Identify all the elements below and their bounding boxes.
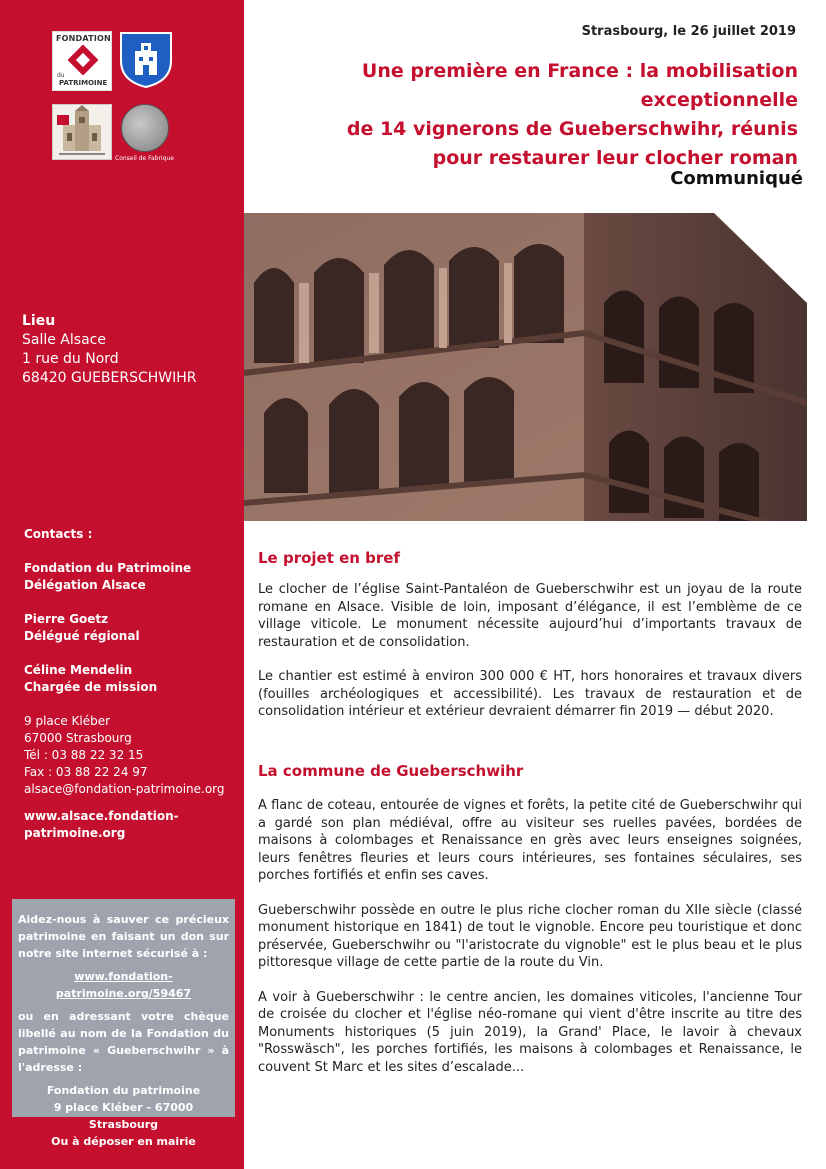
contact-email-link[interactable]: alsace@fondation-patrimoine.org: [24, 782, 225, 796]
logo-diamond-icon: [68, 45, 98, 75]
contacts-block: [24, 526, 234, 842]
donation-text: Aidez-nous à sauver ce précieux patrimoine en faisant un don sur notre site internet sécurisé à :: [18, 913, 229, 960]
gueberschwihr-coat-of-arms: [119, 31, 173, 89]
donation-box: [12, 899, 235, 1148]
title-line: Une première en France : la mobilisation exceptionnelle: [361, 60, 798, 111]
donation-cheque-text: ou en adressant votre chèque libellé au nom de la Fondation du patrimoine « Gueberschwihr » à l'adresse :: [18, 1010, 229, 1074]
contact-phone: Tél : 03 88 22 32 15: [24, 748, 144, 762]
fondation-patrimoine-logo: [52, 31, 112, 91]
paragraph: A flanc de coteau, entourée de vignes et forêts, la petite cité de Gueberschwihr qui a gardé son plan médiéval, offre au visiteur ses ruelles pavées, bordées de maisons à colombages et Renaissance en grès avec leurs enseignes soignées, leurs fenêtres fleuries et leurs cours intérieures, ses fontaines séculaires, ses porches fortifiés et enfin ses caves.: [258, 798, 802, 883]
contact-address: 67000 Strasbourg: [24, 731, 132, 745]
page-title: [238, 57, 798, 173]
donation-link[interactable]: www.fondation-patrimoine.org/59467: [55, 970, 192, 1000]
contacts-heading: Contacts :: [24, 527, 93, 541]
logo-text-fondation: FONDATION: [56, 34, 111, 43]
venue-line: Salle Alsace: [22, 332, 106, 348]
contact-fax: Fax : 03 88 22 24 97: [24, 765, 148, 779]
donation-address: Ou à déposer en mairie: [51, 1135, 196, 1148]
donation-address: 9 place Kléber - 67000 Strasbourg: [53, 1101, 194, 1131]
contact-website-link-cont[interactable]: patrimoine.org: [24, 826, 126, 840]
sidebar: [0, 0, 244, 1169]
romanesque-bell-tower-photo: [244, 213, 807, 521]
title-line: pour restaurer leur clocher roman: [432, 147, 798, 169]
paragraph: Le clocher de l’église Saint-Pantaléon de Gueberschwihr est un joyau de la route romane en Alsace. Visible de loin, imposant d’élégance, il est l’emblème de ce village viticole. Le monument nécessite aujourd’hui d’importants travaux de restauration et de consolidation.: [258, 582, 802, 650]
contact-org: Fondation du Patrimoine: [24, 561, 192, 575]
document-type-label: Communiqué: [670, 168, 803, 189]
contact-name: Céline Mendelin: [24, 663, 133, 677]
press-date: Strasbourg, le 26 juillet 2019: [581, 24, 796, 39]
logo-text-patrimoine: PATRIMOINE: [59, 79, 108, 87]
contact-name: Pierre Goetz: [24, 612, 109, 626]
contact-role: Délégué régional: [24, 629, 140, 643]
section-commune: [258, 762, 802, 1076]
venue-block: [22, 312, 197, 388]
paragraph: Le chantier est estimé à environ 300 000 € HT, hors honoraires et travaux divers (fouilles archéologiques et accessibilité). Les travaux de restauration et de consolidation intérieur et extérieur devraient démarrer fin 2019 — début 2020.: [258, 669, 802, 719]
contact-website-link[interactable]: www.alsace.fondation-: [24, 809, 179, 823]
contact-org-sub: Délégation Alsace: [24, 578, 146, 592]
section-projet: [258, 549, 802, 721]
venue-heading: Lieu: [22, 313, 56, 329]
church-logo: [52, 104, 112, 160]
contact-address: 9 place Kléber: [24, 714, 111, 728]
venue-line: 68420 GUEBERSCHWIHR: [22, 370, 197, 386]
section-heading: La commune de Gueberschwihr: [258, 762, 524, 780]
title-line: de 14 vignerons de Gueberschwihr, réunis: [346, 118, 798, 140]
section-heading: Le projet en bref: [258, 549, 401, 567]
coin-caption: Conseil de Fabrique: [115, 155, 174, 162]
paragraph: A voir à Gueberschwihr : le centre ancien, les domaines viticoles, l'ancienne Tour de croisée du clocher et l'église néo-romane qui vient d'être inscrite au titre des Monuments historiques (5 juin 2019), la Grand' Place, le lavoir à chevaux "Rosswäsch", les porches fortifiés, les maisons à colombages et Renaissance, le couvent St Marc et les sites d’escalade...: [258, 989, 802, 1075]
paragraph: Gueberschwihr possède en outre le plus riche clocher roman du XIIe siècle (classé monument historique en 1841) de tout le vignoble. Encore peu touristique et donc préservée, Gueberschwihr ou "l'aristocrate du vignoble" est le plus beau et le plus pittoresque village de cette partie de la route du Vin.: [258, 902, 802, 970]
contact-role: Chargée de mission: [24, 680, 158, 694]
coin-logo: [121, 104, 169, 152]
logo-text-du: du: [57, 72, 65, 79]
venue-line: 1 rue du Nord: [22, 351, 119, 367]
donation-address: Fondation du patrimoine: [46, 1084, 201, 1097]
